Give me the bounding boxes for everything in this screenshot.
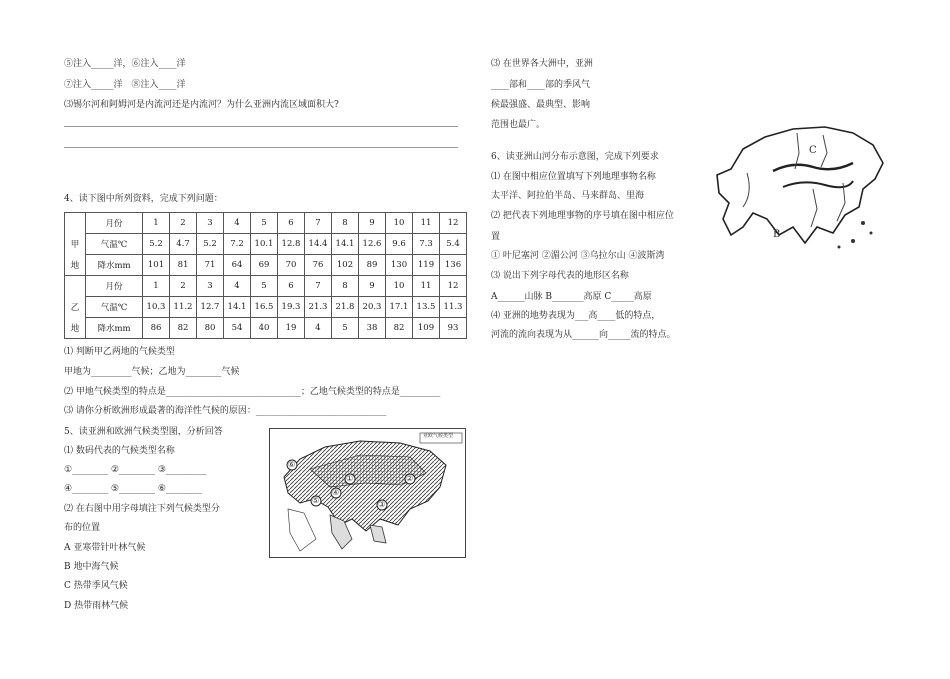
table-cell: 2 bbox=[170, 276, 197, 297]
table-cell: 40 bbox=[251, 318, 278, 339]
table-cell: 9.6 bbox=[386, 234, 413, 255]
temp-label: 气温℃ bbox=[86, 297, 143, 318]
q4-3: ⑶ 请你分析欧洲形成最著的海洋性气候的原因：_____________________________ bbox=[64, 406, 387, 416]
map-label-c: C bbox=[809, 145, 817, 156]
table-cell: 14.4 bbox=[305, 234, 332, 255]
q6-2a: ⑵ 把代表下列地理事物的序号填在图中相应位 bbox=[491, 211, 674, 221]
map-label-2: ② bbox=[406, 474, 414, 483]
eurasia-climate-map bbox=[269, 428, 466, 558]
table-cell: 136 bbox=[440, 255, 467, 276]
table-cell: 1 bbox=[143, 276, 170, 297]
table-cell: 10 bbox=[386, 213, 413, 234]
table-cell: 82 bbox=[386, 318, 413, 339]
q5-2a: ⑵ 在右图中用字母填注下列气候类型分 bbox=[64, 504, 220, 514]
table-cell: 119 bbox=[413, 255, 440, 276]
table-cell: 21.3 bbox=[305, 297, 332, 318]
table-cell: 12 bbox=[440, 213, 467, 234]
table-row bbox=[65, 255, 467, 276]
table-row bbox=[65, 213, 467, 234]
map-label-1: ① bbox=[346, 474, 354, 483]
q5-line: ⑤注入_____洋，⑥注入____洋 bbox=[64, 59, 186, 69]
table-row bbox=[65, 297, 467, 318]
map-label-3: ③ bbox=[378, 500, 386, 509]
answer-line-1 bbox=[64, 126, 458, 127]
table-cell: 8 bbox=[332, 213, 359, 234]
table-cell: 20.3 bbox=[359, 297, 386, 318]
q5-1-a: ①________ ②________ ③_________ bbox=[64, 465, 207, 475]
right-q3-d: 范围也最广。 bbox=[491, 120, 546, 130]
table-cell: 5 bbox=[251, 276, 278, 297]
table-cell: 82 bbox=[170, 318, 197, 339]
table-cell: 71 bbox=[197, 255, 224, 276]
option-c: C 热带季风气候 bbox=[64, 581, 128, 591]
table-cell: 80 bbox=[197, 318, 224, 339]
table-cell: 19 bbox=[278, 318, 305, 339]
table-cell: 70 bbox=[278, 255, 305, 276]
rain-label: 降水mm bbox=[86, 318, 143, 339]
map-label-b: B bbox=[773, 229, 781, 240]
table-cell: 81 bbox=[170, 255, 197, 276]
answer-line-2 bbox=[64, 147, 458, 148]
table-cell: 101 bbox=[143, 255, 170, 276]
table-row bbox=[65, 276, 467, 297]
table-cell: 16.5 bbox=[251, 297, 278, 318]
q6-title: 6、读亚洲山河分布示意图，完成下列要求 bbox=[491, 152, 659, 162]
table-cell: 12 bbox=[440, 276, 467, 297]
map-title: 亚欧气候类型 bbox=[423, 433, 454, 439]
table-cell: 7 bbox=[305, 276, 332, 297]
q3-question: ⑶锡尔河和阿姆河是内流河还是内流河？为什么亚洲内流区域面积大? bbox=[64, 100, 339, 110]
table-cell: 64 bbox=[224, 255, 251, 276]
map-label-5: ⑤ bbox=[312, 496, 320, 505]
table-cell: 10.1 bbox=[251, 234, 278, 255]
table-cell: 86 bbox=[143, 318, 170, 339]
q6-3-blank: A______山脉 B_______高原 C_____高原 bbox=[491, 292, 652, 302]
table-cell: 11 bbox=[413, 276, 440, 297]
q5-1: ⑴ 数码代表的气候类型名称 bbox=[64, 446, 175, 456]
table-cell: 12.8 bbox=[278, 234, 305, 255]
table-cell: 4 bbox=[224, 276, 251, 297]
table-cell: 76 bbox=[305, 255, 332, 276]
table-cell: 14.1 bbox=[332, 234, 359, 255]
q6-3: ⑶ 说出下列字母代表的地形区名称 bbox=[491, 271, 629, 281]
q5-1-b: ④________ ⑤________ ⑥________ bbox=[64, 484, 202, 494]
map-label-6: ⑥ bbox=[288, 460, 296, 469]
q5-2b: 布的位置 bbox=[64, 523, 101, 533]
q4-1: ⑴ 判断甲乙两地的气候类型 bbox=[64, 347, 175, 357]
table-cell: 12.6 bbox=[359, 234, 386, 255]
q6-4: ⑷ 亚洲的地势表现为___高____低的特点， bbox=[491, 311, 661, 321]
table-cell: 89 bbox=[359, 255, 386, 276]
table-cell: 5 bbox=[332, 318, 359, 339]
table-cell: 14.1 bbox=[224, 297, 251, 318]
table-cell: 7.2 bbox=[224, 234, 251, 255]
right-q3-a: ⑶ 在世界各大洲中，亚洲 bbox=[491, 59, 593, 69]
table-cell: 13.5 bbox=[413, 297, 440, 318]
table-cell: 19.3 bbox=[278, 297, 305, 318]
table-cell: 7 bbox=[305, 213, 332, 234]
table-cell: 6 bbox=[278, 213, 305, 234]
q7-line: ⑦注入_____洋 ⑧注入____洋 bbox=[64, 80, 186, 90]
table-cell: 21.8 bbox=[332, 297, 359, 318]
table-cell: 11 bbox=[413, 213, 440, 234]
place-yi-2: 地 bbox=[65, 318, 86, 339]
map-label-4: ④ bbox=[332, 488, 340, 497]
table-row bbox=[65, 318, 467, 339]
table-cell: 3 bbox=[197, 213, 224, 234]
option-d: D 热带雨林气候 bbox=[64, 601, 129, 611]
q6-2-items: ① 叶尼塞河 ②湄公河 ③乌拉尔山 ④波斯湾 bbox=[491, 251, 665, 261]
q6-4b: 河流的流向表现为从______向_____流的特点。 bbox=[491, 330, 676, 340]
table-cell: 11.3 bbox=[440, 297, 467, 318]
q4-2: ⑵ 甲地气候类型的特点是______________________________；乙地气候类型的特点是_________ bbox=[64, 387, 441, 397]
asia-rivers-map bbox=[713, 123, 888, 260]
table-row bbox=[65, 234, 467, 255]
table-cell: 5.2 bbox=[197, 234, 224, 255]
table-cell: 102 bbox=[332, 255, 359, 276]
table-cell: 7.3 bbox=[413, 234, 440, 255]
table-cell: 5 bbox=[251, 213, 278, 234]
table-cell: 5.4 bbox=[440, 234, 467, 255]
table-cell: 9 bbox=[359, 213, 386, 234]
right-q3-b: ____部和____部的季风气 bbox=[491, 80, 591, 90]
table-cell: 11.2 bbox=[170, 297, 197, 318]
option-b: B 地中海气候 bbox=[64, 562, 119, 572]
table-cell: 54 bbox=[224, 318, 251, 339]
table-cell: 5.2 bbox=[143, 234, 170, 255]
q4-1-blank: 甲地为_________气候；乙地为________气候 bbox=[64, 367, 240, 377]
rivers-map-graphic bbox=[713, 123, 888, 260]
month-header: 月份 bbox=[86, 213, 143, 234]
q6-1: ⑴ 在图中相应位置填写下列地理事物名称 bbox=[491, 172, 656, 182]
right-q3-c: 候最强盛、最典型、影响 bbox=[491, 100, 591, 110]
table-cell: 4 bbox=[305, 318, 332, 339]
table-cell: 9 bbox=[359, 276, 386, 297]
table-cell: 3 bbox=[197, 276, 224, 297]
table-cell: 17.1 bbox=[386, 297, 413, 318]
table-cell: 4.7 bbox=[170, 234, 197, 255]
month-header: 月份 bbox=[86, 276, 143, 297]
table-cell: 12.7 bbox=[197, 297, 224, 318]
place-yi-1: 乙 bbox=[65, 297, 86, 318]
q6-2b: 置 bbox=[491, 232, 501, 242]
table-cell: 10 bbox=[386, 276, 413, 297]
table-cell: 109 bbox=[413, 318, 440, 339]
table-cell: 6 bbox=[278, 276, 305, 297]
table-cell: 8 bbox=[332, 276, 359, 297]
option-a: A 亚寒带针叶林气候 bbox=[64, 543, 146, 553]
temp-label: 气温℃ bbox=[86, 234, 143, 255]
q6-1-items: 太平洋、阿拉伯半岛、马来群岛、里海 bbox=[491, 191, 645, 201]
place-jia-1: 甲 bbox=[65, 234, 86, 255]
table-cell: 4 bbox=[224, 213, 251, 234]
place-jia-2: 地 bbox=[65, 255, 86, 276]
table-cell: 130 bbox=[386, 255, 413, 276]
table-cell: 10.3 bbox=[143, 297, 170, 318]
table-cell: 2 bbox=[170, 213, 197, 234]
climate-table bbox=[64, 212, 467, 339]
q5-title: 5、读亚洲和欧洲气候类型图，分析回答 bbox=[64, 427, 223, 437]
table-cell: 38 bbox=[359, 318, 386, 339]
table-cell: 1 bbox=[143, 213, 170, 234]
rain-label: 降水mm bbox=[86, 255, 143, 276]
table-cell: 69 bbox=[251, 255, 278, 276]
table-cell: 93 bbox=[440, 318, 467, 339]
climate-map-graphic bbox=[270, 429, 465, 557]
q4-title: 4、读下图中所列资料，完成下列问题： bbox=[64, 194, 223, 204]
